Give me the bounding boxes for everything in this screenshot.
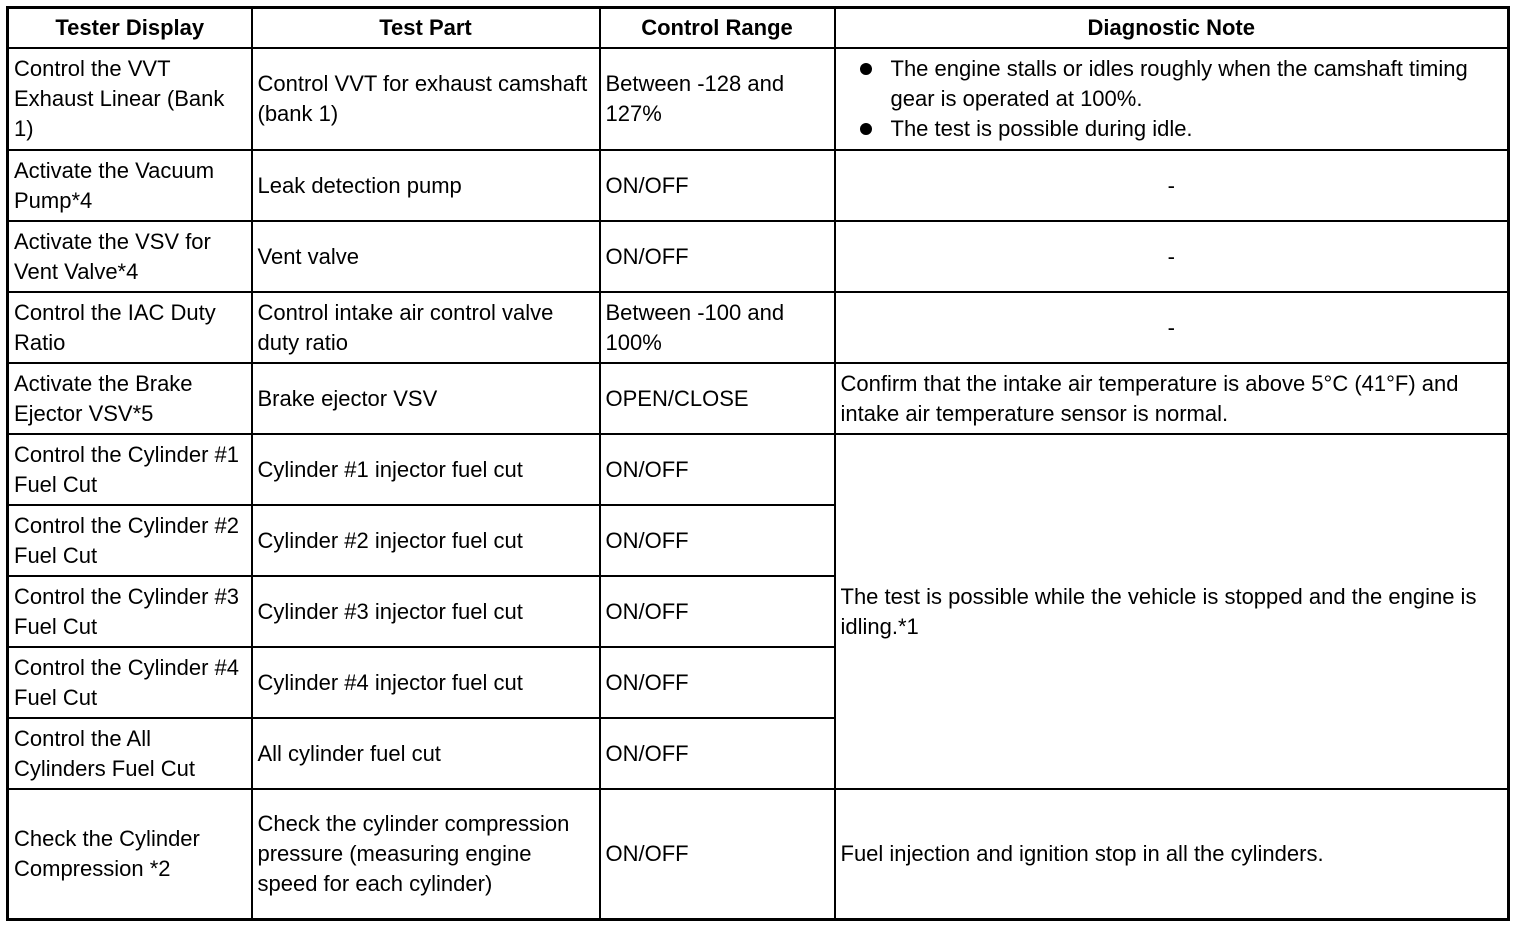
note-item bbox=[841, 114, 1503, 144]
table-row bbox=[8, 48, 1509, 150]
test-part-cell: Cylinder #2 injector fuel cut bbox=[252, 505, 600, 576]
test-part-cell: Vent valve bbox=[252, 221, 600, 292]
diagnostic-note-cell: Confirm that the intake air temperature is above 5°C (41°F) and intake air temperature sensor is normal. bbox=[835, 363, 1509, 434]
tester-display-cell: Check the Cylinder Compression *2 bbox=[8, 789, 252, 920]
tester-display-cell: Activate the Brake Ejector VSV*5 bbox=[8, 363, 252, 434]
control-range-cell: ON/OFF bbox=[600, 434, 835, 505]
table-row bbox=[8, 150, 1509, 221]
test-part-cell: Cylinder #4 injector fuel cut bbox=[252, 647, 600, 718]
test-part-cell: Brake ejector VSV bbox=[252, 363, 600, 434]
table-row bbox=[8, 434, 1509, 505]
header-tester-display: Tester Display bbox=[8, 8, 252, 49]
tester-display-cell: Control the Cylinder #4 Fuel Cut bbox=[8, 647, 252, 718]
tester-display-cell: Control the Cylinder #1 Fuel Cut bbox=[8, 434, 252, 505]
control-range-cell: OPEN/CLOSE bbox=[600, 363, 835, 434]
control-range-cell: Between -100 and 100% bbox=[600, 292, 835, 363]
bullet-icon bbox=[860, 123, 872, 135]
note-item bbox=[841, 54, 1503, 114]
control-range-cell: ON/OFF bbox=[600, 789, 835, 920]
control-range-cell: ON/OFF bbox=[600, 505, 835, 576]
control-range-cell: ON/OFF bbox=[600, 150, 835, 221]
diagnostic-note-cell bbox=[835, 48, 1509, 150]
table-row bbox=[8, 789, 1509, 920]
diagnostic-note-cell: - bbox=[835, 221, 1509, 292]
tester-display-cell: Control the IAC Duty Ratio bbox=[8, 292, 252, 363]
control-range-cell: ON/OFF bbox=[600, 718, 835, 789]
note-text: The engine stalls or idles roughly when the camshaft timing gear is operated at 100%. bbox=[890, 56, 1468, 111]
tester-display-cell: Control the VVT Exhaust Linear (Bank 1) bbox=[8, 48, 252, 150]
fuel-cut-note-cell: The test is possible while the vehicle is stopped and the engine is idling.*1 bbox=[835, 434, 1509, 789]
control-range-cell: ON/OFF bbox=[600, 221, 835, 292]
test-part-cell: Check the cylinder compression pressure (measuring engine speed for each cylinder) bbox=[252, 789, 600, 920]
active-test-table bbox=[6, 6, 1510, 921]
note-list bbox=[841, 54, 1503, 144]
diagnostic-note-cell: Fuel injection and ignition stop in all the cylinders. bbox=[835, 789, 1509, 920]
table-row bbox=[8, 221, 1509, 292]
bullet-icon bbox=[860, 63, 872, 75]
tester-display-cell: Control the Cylinder #2 Fuel Cut bbox=[8, 505, 252, 576]
table-row bbox=[8, 292, 1509, 363]
test-part-cell: Leak detection pump bbox=[252, 150, 600, 221]
tester-display-cell: Control the All Cylinders Fuel Cut bbox=[8, 718, 252, 789]
header-row bbox=[8, 8, 1509, 49]
header-control-range: Control Range bbox=[600, 8, 835, 49]
tester-display-cell: Activate the VSV for Vent Valve*4 bbox=[8, 221, 252, 292]
test-part-cell: Control intake air control valve duty ratio bbox=[252, 292, 600, 363]
test-part-cell: Control VVT for exhaust camshaft (bank 1) bbox=[252, 48, 600, 150]
tester-display-cell: Activate the Vacuum Pump*4 bbox=[8, 150, 252, 221]
control-range-cell: ON/OFF bbox=[600, 647, 835, 718]
test-part-cell: Cylinder #1 injector fuel cut bbox=[252, 434, 600, 505]
note-text: The test is possible during idle. bbox=[890, 116, 1193, 141]
control-range-cell: Between -128 and 127% bbox=[600, 48, 835, 150]
test-part-cell: All cylinder fuel cut bbox=[252, 718, 600, 789]
table-row bbox=[8, 363, 1509, 434]
tester-display-cell: Control the Cylinder #3 Fuel Cut bbox=[8, 576, 252, 647]
diagnostic-note-cell: - bbox=[835, 292, 1509, 363]
diagnostic-note-cell: - bbox=[835, 150, 1509, 221]
header-diagnostic-note: Diagnostic Note bbox=[835, 8, 1509, 49]
test-part-cell: Cylinder #3 injector fuel cut bbox=[252, 576, 600, 647]
header-test-part: Test Part bbox=[252, 8, 600, 49]
control-range-cell: ON/OFF bbox=[600, 576, 835, 647]
